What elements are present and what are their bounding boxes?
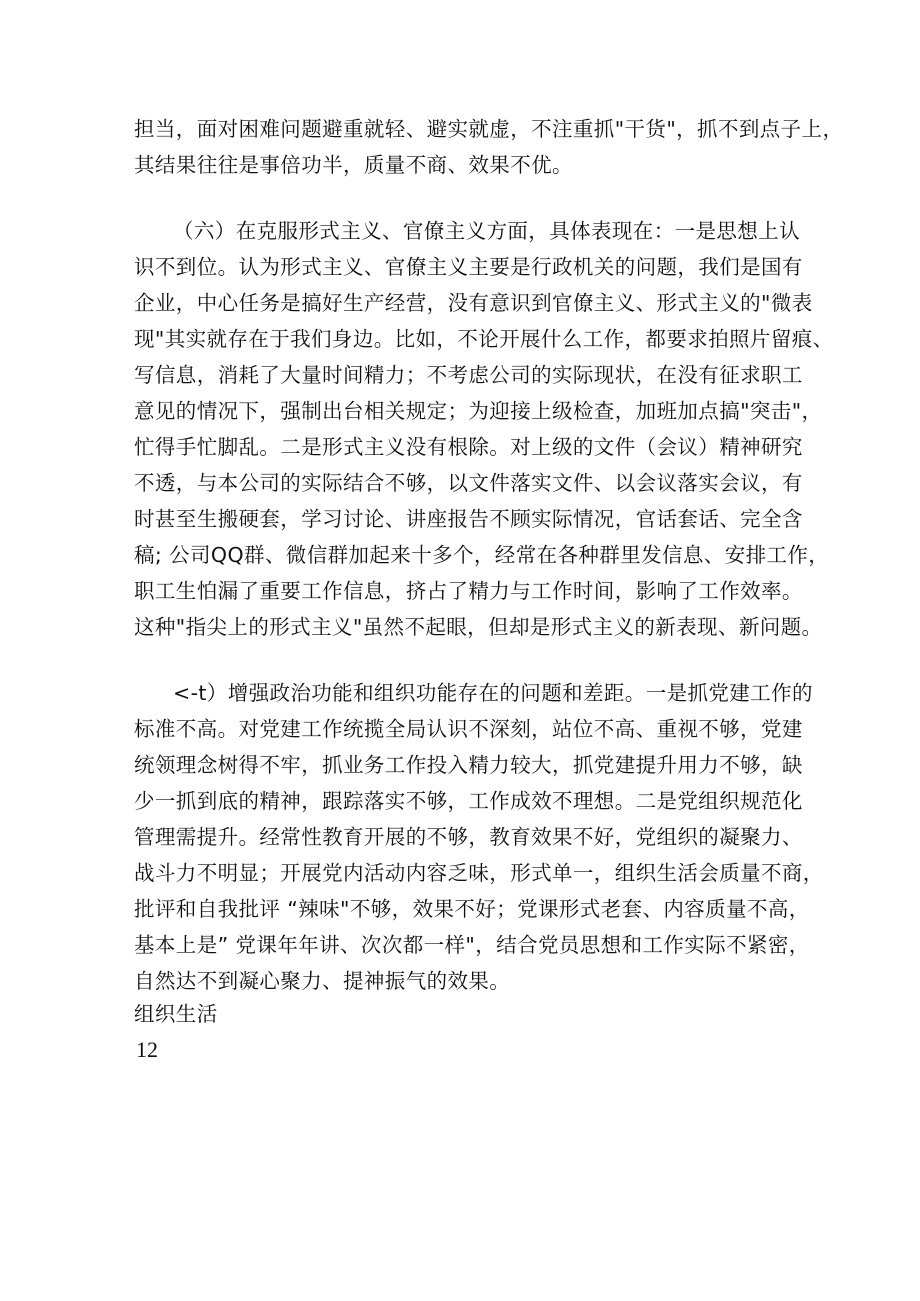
text-line: 现"其实就存在于我们身边。比如，不论开展什么工作，都要求拍照片留痕、 [134, 327, 834, 351]
text-line: 少一抓到底的精神，跟踪落实不够，工作成效不理想。二是党组织规范化 [134, 789, 803, 813]
section-heading: 组织生活 [134, 1002, 218, 1026]
text-line: 这种"指尖上的形式主义"虽然不起眼，但却是形式主义的新表现、新问题。 [134, 615, 823, 639]
text-line: 管理需提升。经常性教育开展的不够，教育效果不好，党组织的凝聚力、 [134, 825, 803, 849]
text-line: 意见的情况下，强制出台相关规定；为迎接上级检查，加班加点搞"突击"， [134, 399, 823, 423]
text-line: 稿; 公司QQ群、微信群加起来十多个，经常在各种群里发信息、安排工作， [134, 543, 830, 567]
text-line: <-t）增强政治功能和组织功能存在的问题和差距。一是抓党建工作的 [173, 681, 813, 705]
text-line: 时甚至生搬硬套，学习讨论、讲座报告不顾实际情况，官话套话、完全含 [134, 507, 803, 531]
text-line: 其结果往往是事倍功半，质量不商、效果不优。 [134, 153, 573, 177]
text-line: 批评和自我批评 “辣味"不够，效果不好；党课形式老套、内容质量不高， [134, 897, 810, 921]
text-line: 写信息，消耗了大量时间精力；不考虑公司的实际现状，在没有征求职工 [134, 363, 803, 387]
text-line: 标准不高。对党建工作统揽全局认识不深刻，站位不高、重视不够，党建 [134, 717, 803, 741]
text-line: 企业，中心任务是搞好生产经营，没有意识到官僚主义、形式主义的"微表 [134, 291, 813, 315]
text-line: 识不到位。认为形式主义、官僚主义主要是行政机关的问题，我们是国有 [134, 255, 803, 279]
text-line: （六）在克服形式主义、官僚主义方面，具体表现在：一是思想上认 [173, 219, 800, 243]
text-line: 职工生怕漏了重要工作信息，挤占了精力与工作时间，影响了工作效率。 [134, 579, 803, 603]
text-line: 战斗力不明显；开展党内活动内容乏味，形式单一，组织生活会质量不商， [134, 861, 824, 885]
text-line: 忙得手忙脚乱。二是形式主义没有根除。对上级的文件（会议）精神研究 [134, 435, 803, 459]
text-line: 统领理念树得不牢，抓业务工作投入精力较大，抓党建提升用力不够，缺 [134, 753, 803, 777]
text-line: 自然达不到凝心聚力、提神振气的效果。 [134, 969, 511, 993]
text-line: 担当，面对困难问题避重就轻、避实就虚，不注重抓"干货"，抓不到点子上， [134, 117, 844, 141]
text-line: 基本上是” 党课年年讲、次次都一样"，结合党员思想和工作实际不紧密， [134, 933, 810, 957]
page-number: 12 [136, 1037, 158, 1062]
text-line: 不透，与本公司的实际结合不够，以文件落实文件、以会议落实会议，有 [134, 471, 803, 495]
